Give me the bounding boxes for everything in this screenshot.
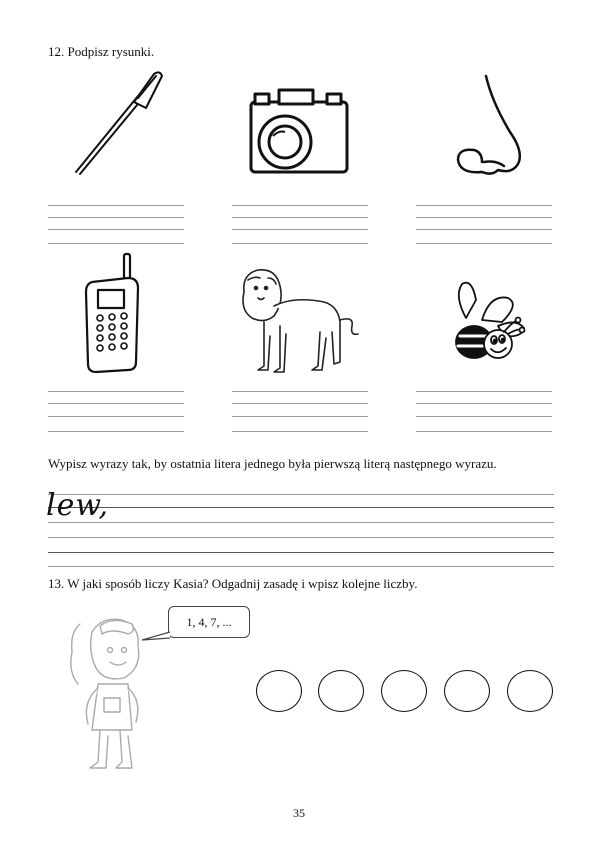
- page-number: 35: [293, 806, 305, 820]
- pen-nib-icon: [70, 68, 170, 178]
- answer-circle[interactable]: [256, 670, 302, 712]
- answer-circle[interactable]: [507, 670, 553, 712]
- answer-circle[interactable]: [444, 670, 490, 712]
- bee-icon: [446, 276, 536, 368]
- start-word: lew,: [46, 488, 110, 523]
- lion-icon: [234, 266, 364, 378]
- task-13-title: 13. W jaki sposób liczy Kasia? Odgadnij zasadę i wpisz kolejne liczby.: [48, 576, 418, 591]
- speech-bubble-tail: [140, 628, 180, 644]
- answer-circle[interactable]: [318, 670, 364, 712]
- chain-instruction: Wypisz wyrazy tak, by ostatnia litera jednego była pierwszą literą następnego wyrazu.: [48, 456, 497, 471]
- mobile-phone-icon: [84, 252, 144, 374]
- nose-icon: [452, 72, 532, 182]
- task-12-title: 12. Podpisz rysunki.: [48, 44, 155, 59]
- speech-bubble: 1, 4, 7, ...: [168, 606, 250, 638]
- camera-icon: [243, 86, 353, 181]
- answer-circle[interactable]: [381, 670, 427, 712]
